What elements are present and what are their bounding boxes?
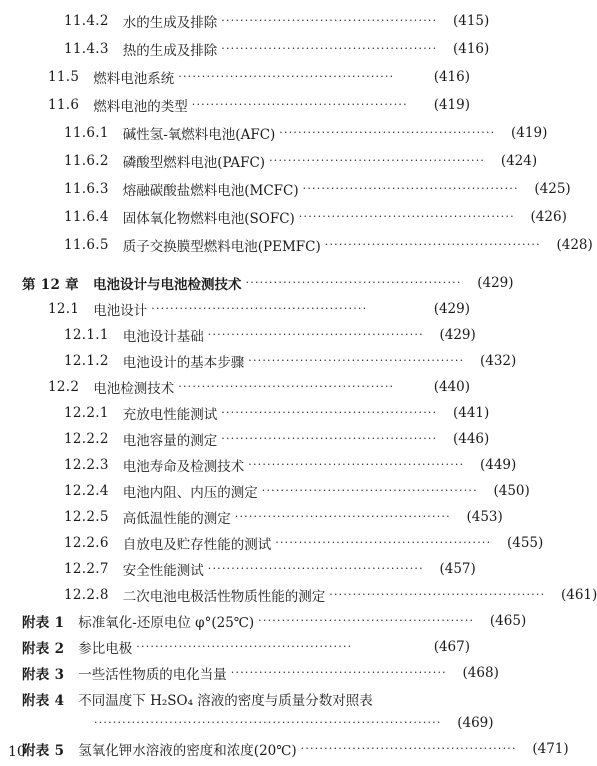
appendix-title: 不同温度下 H₂SO₄ 溶液的密度与质量分数对照表 — [78, 693, 373, 709]
entry-page: (428) — [556, 237, 593, 253]
toc-entry — [64, 324, 476, 346]
entry-page: (432) — [479, 353, 517, 369]
entry-page: (429) — [477, 275, 514, 291]
entry-title: 水的生成及排除 — [122, 15, 218, 31]
toc-entry — [48, 298, 470, 320]
leader-dots: ·············································· — [279, 126, 496, 139]
toc-entry — [64, 350, 517, 372]
entry-number: 12.2.2 — [64, 431, 109, 447]
leader-dots: ·············································· — [221, 406, 438, 419]
chapter-title: 电池设计与电池检测技术 — [93, 277, 242, 293]
appendix-title: 标准氧化-还原电位 φ°(25℃) — [78, 615, 255, 631]
entry-number: 11.6 — [48, 97, 80, 113]
entry-page: (415) — [452, 13, 490, 29]
appendix-number: 附表 3 — [22, 667, 65, 683]
leader-dots: ·············································· — [269, 154, 486, 167]
entry-page: (457) — [439, 561, 476, 577]
leader-dots: ·············································· — [136, 640, 353, 653]
entry-number: 12.2.4 — [64, 483, 109, 499]
leader-dots: ·············································· — [207, 562, 424, 575]
toc-chapter-entry — [22, 272, 514, 294]
entry-number: 11.5 — [48, 69, 80, 85]
appendix-entry — [22, 636, 470, 658]
entry-page: (446) — [452, 431, 490, 447]
entry-title: 磷酸型燃料电池(PAFC) — [122, 155, 266, 171]
leader-dots: ·············································· — [298, 210, 515, 223]
page-number: 10 — [8, 744, 26, 760]
appendix-entry-continuation — [94, 712, 494, 734]
leader-dots: ·············································· — [207, 328, 424, 341]
entry-title: 电池设计的基本步骤 — [122, 355, 245, 371]
entry-page: (453) — [466, 509, 503, 525]
entry-page: (419) — [511, 125, 548, 141]
leader-dots: ·············································· — [324, 238, 541, 251]
toc-entry — [64, 506, 503, 528]
entry-title: 高低温性能的测定 — [122, 511, 231, 527]
entry-number: 12.2.7 — [64, 561, 109, 577]
appendix-number: 附表 2 — [22, 641, 65, 657]
entry-number: 11.6.5 — [64, 237, 109, 253]
entry-title: 电池寿命及检测技术 — [122, 459, 245, 475]
leader-dots: ·············································· — [221, 42, 438, 55]
entry-page: (450) — [493, 483, 530, 499]
toc-entry — [64, 122, 548, 144]
toc-entry — [48, 376, 470, 398]
toc-entry — [64, 558, 476, 580]
entry-number: 11.4.3 — [64, 41, 109, 57]
entry-title: 二次电池电极活性物质性能的测定 — [122, 589, 326, 605]
entry-number: 11.6.4 — [64, 209, 109, 225]
entry-title: 热的生成及排除 — [122, 43, 218, 59]
toc-entry — [48, 66, 470, 88]
toc-entry — [64, 532, 544, 554]
entry-page: (440) — [433, 379, 470, 395]
entry-page: (469) — [457, 715, 494, 731]
leader-dots: ·············································· — [248, 354, 465, 367]
toc-entry — [64, 10, 490, 32]
appendix-entry — [22, 610, 527, 632]
toc-entry — [64, 150, 538, 172]
leader-dots: ·············································· — [221, 432, 438, 445]
entry-title: 燃料电池系统 — [93, 71, 175, 87]
entry-title: 电池内阻、内压的测定 — [122, 485, 258, 501]
entry-number: 12.2.1 — [64, 405, 109, 421]
entry-title: 安全性能测试 — [122, 563, 204, 579]
entry-page: (424) — [500, 153, 538, 169]
entry-page: (465) — [489, 613, 527, 629]
leader-dots: ·············································· — [300, 742, 517, 755]
leader-dots: ·············································· — [230, 666, 447, 679]
leader-dots: ·············································· — [248, 458, 465, 471]
entry-title: 燃料电池的类型 — [93, 99, 188, 115]
entry-title: 电池容量的测定 — [122, 433, 218, 449]
entry-title: 电池设计基础 — [122, 329, 204, 345]
entry-page: (471) — [532, 741, 569, 757]
entry-page: (429) — [433, 301, 470, 317]
entry-page: (449) — [479, 457, 517, 473]
entry-page: (461) — [560, 587, 597, 603]
chapter-number: 第 12 章 — [22, 277, 79, 293]
entry-number: 11.6.3 — [64, 181, 109, 197]
entry-title: 质子交换膜型燃料电池(PEMFC) — [122, 239, 321, 255]
entry-title: 碱性氢-氧燃料电池(AFC) — [122, 127, 276, 143]
toc-entry — [64, 584, 597, 606]
entry-page: (467) — [433, 639, 470, 655]
entry-number: 12.1.1 — [64, 327, 109, 343]
toc-entry — [48, 94, 470, 116]
entry-number: 11.4.2 — [64, 13, 109, 29]
leader-dots: ·············································· — [234, 510, 451, 523]
leader-dots: ·············································· — [178, 70, 395, 83]
toc-entry — [64, 402, 490, 424]
leader-dots: ·············································· — [261, 484, 478, 497]
leader-dots: ·············································· — [221, 14, 438, 27]
leader-dots: ·············································· — [178, 380, 395, 393]
entry-page: (468) — [462, 665, 499, 681]
leader-dots: ·········································································· — [94, 716, 442, 729]
entry-number: 12.2.6 — [64, 535, 109, 551]
appendix-number: 附表 1 — [22, 615, 65, 631]
leader-dots: ·············································· — [258, 614, 475, 627]
appendix-number: 附表 4 — [22, 693, 65, 709]
leader-dots: ·············································· — [245, 276, 462, 289]
entry-page: (455) — [506, 535, 544, 551]
toc-entry — [64, 38, 490, 60]
entry-title: 电池设计 — [93, 303, 148, 319]
entry-number: 12.2.8 — [64, 587, 109, 603]
leader-dots: ·············································· — [191, 98, 408, 111]
entry-page: (441) — [452, 405, 490, 421]
appendix-number: 附表 5 — [22, 743, 65, 759]
entry-page: (419) — [433, 97, 470, 113]
entry-number: 12.2 — [48, 379, 80, 395]
appendix-entry — [22, 662, 499, 684]
appendix-title: 一些活性物质的电化当量 — [78, 667, 227, 683]
toc-entry — [64, 206, 567, 228]
entry-page: (416) — [452, 41, 490, 57]
entry-page: (429) — [439, 327, 476, 343]
leader-dots: ·············································· — [302, 182, 519, 195]
leader-dots: ·············································· — [151, 302, 368, 315]
appendix-title: 参比电极 — [78, 641, 133, 657]
toc-entry — [64, 234, 593, 256]
entry-page: (426) — [530, 209, 567, 225]
toc-entry — [64, 428, 490, 450]
entry-title: 固体氧化物燃料电池(SOFC) — [122, 211, 295, 227]
entry-title: 熔融碳酸盐燃料电池(MCFC) — [122, 183, 299, 199]
leader-dots: ·············································· — [329, 588, 546, 601]
appendix-title: 氢氧化钾水溶液的密度和浓度(20℃) — [78, 743, 297, 759]
entry-page: (416) — [433, 69, 470, 85]
entry-number: 12.2.5 — [64, 509, 109, 525]
toc-entry — [64, 178, 571, 200]
entry-number: 12.2.3 — [64, 457, 109, 473]
entry-number: 12.1 — [48, 301, 80, 317]
entry-number: 12.1.2 — [64, 353, 109, 369]
entry-title: 电池检测技术 — [93, 381, 175, 397]
leader-dots: ·············································· — [275, 536, 492, 549]
entry-page: (425) — [534, 181, 571, 197]
toc-entry — [64, 454, 517, 476]
entry-number: 11.6.1 — [64, 125, 109, 141]
entry-title: 自放电及贮存性能的测试 — [122, 537, 272, 553]
toc-entry — [64, 480, 530, 502]
entry-number: 11.6.2 — [64, 153, 109, 169]
entry-title: 充放电性能测试 — [122, 407, 218, 423]
appendix-entry — [22, 688, 470, 710]
appendix-entry — [22, 738, 569, 760]
